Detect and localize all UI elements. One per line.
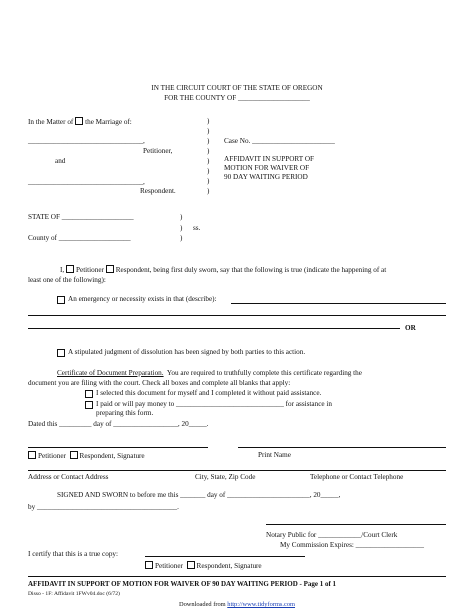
- matter-line: [28, 117, 132, 127]
- download-notice: [0, 600, 474, 609]
- petitioner-label: Petitioner,: [143, 147, 173, 155]
- dated-line[interactable]: Dated this _________ day of __________________, 20_____.: [28, 420, 209, 428]
- footer-title: AFFIDAVIT IN SUPPORT OF MOTION FOR WAIVER OF 90 DAY WAITING PERIOD - Page 1 of 1: [28, 580, 337, 588]
- cert-respondent-checkbox[interactable]: [187, 561, 195, 569]
- download-label: Downloaded from: [178, 601, 226, 608]
- certificate-text2: document you are filing with the court. Check all boxes and complete all blanks that apply:: [28, 379, 291, 387]
- cert-petitioner-checkbox[interactable]: [145, 561, 153, 569]
- state-of[interactable]: STATE OF ____________________: [28, 213, 134, 221]
- sig-respondent-label: Respondent, Signature: [79, 452, 145, 460]
- signature-line[interactable]: [28, 447, 208, 448]
- or-label: OR: [405, 324, 416, 332]
- telephone-label: Telephone or Contact Telephone: [310, 473, 404, 481]
- petitioner-blank[interactable]: ________________________________,: [28, 137, 145, 145]
- signed-sworn-line[interactable]: SIGNED AND SWORN to before me this _______ day of _______________________, 20_____,: [57, 491, 341, 499]
- paren: ): [207, 127, 210, 135]
- commission-expires-label[interactable]: My Commission Expires: ___________________: [280, 541, 424, 549]
- city-label: City, State, Zip Code: [195, 473, 256, 481]
- paren: ): [207, 117, 210, 125]
- emergency-line[interactable]: [28, 328, 400, 329]
- address-line[interactable]: [28, 470, 446, 471]
- respondent-blank[interactable]: ________________________________,: [28, 178, 145, 186]
- sig-respondent-checkbox[interactable]: [70, 451, 78, 459]
- sworn-petitioner-label: Petitioner: [76, 266, 104, 274]
- matter-label: In the Matter of: [28, 118, 74, 126]
- self-prepared-label: I selected this document for myself and I completed it without paid assistance.: [96, 389, 322, 397]
- download-link[interactable]: http://www.tidyforms.com: [227, 601, 296, 608]
- paren: ): [207, 177, 210, 185]
- petitioner-checkbox[interactable]: [66, 265, 74, 273]
- notary-public-label[interactable]: Notary Public for ____________/Court Clerk: [266, 531, 398, 539]
- respondent-checkbox[interactable]: [106, 265, 114, 273]
- paren: ): [207, 187, 210, 195]
- paid-assistance-checkbox[interactable]: [85, 401, 93, 409]
- case-number[interactable]: Case No. _______________________: [224, 137, 335, 145]
- paren: ): [207, 147, 210, 155]
- sworn-line2: least one of the following):: [28, 276, 106, 284]
- document-title-line2: MOTION FOR WAIVER OF: [224, 164, 310, 172]
- paren: ): [207, 157, 210, 165]
- paren: ): [180, 224, 183, 232]
- marriage-label: the Marriage of:: [85, 118, 132, 126]
- emergency-checkbox[interactable]: [57, 296, 65, 304]
- emergency-line[interactable]: [28, 315, 446, 316]
- document-title-line1: AFFIDAVIT IN SUPPORT OF: [224, 155, 315, 163]
- paren: ): [207, 137, 210, 145]
- paid-assistance-label2: preparing this form.: [96, 409, 154, 417]
- certify-signature-label: [145, 561, 262, 571]
- court-title: IN THE CIRCUIT COURT OF THE STATE OF OREGON: [151, 84, 323, 92]
- by-line[interactable]: by _______________________________________.: [28, 503, 179, 511]
- paren: ): [207, 167, 210, 175]
- footer-divider: [28, 576, 446, 577]
- and-label: and: [55, 157, 66, 165]
- signature-label: [28, 451, 145, 461]
- print-name-label: Print Name: [258, 451, 291, 459]
- certificate-text: [57, 369, 362, 378]
- sig-petitioner-label: Petitioner: [38, 452, 66, 460]
- notary-signature-line[interactable]: [266, 524, 446, 525]
- sig-petitioner-checkbox[interactable]: [28, 451, 36, 459]
- emergency-label: An emergency or necessity exists in that (describe):: [68, 295, 217, 303]
- ss-label: ss.: [193, 224, 201, 232]
- emergency-blank[interactable]: [231, 303, 446, 304]
- paren: ): [180, 213, 183, 221]
- sworn-statement: [60, 265, 386, 275]
- paren: ): [180, 234, 183, 242]
- print-name-line[interactable]: [238, 447, 446, 448]
- sworn-rest: Respondent, being first duly sworn, say that the following is true (indicate the happening of at: [115, 266, 387, 274]
- certify-label: I certify that this is a true copy:: [28, 550, 119, 558]
- certificate-text1: You are required to truthfully complete this certificate regarding the: [166, 369, 362, 377]
- certificate-heading: Certificate of Document Preparation.: [57, 369, 164, 377]
- cert-respondent-label: Respondent, Signature: [196, 562, 262, 570]
- county-of[interactable]: County of ____________________: [28, 234, 131, 242]
- stipulated-checkbox[interactable]: [57, 349, 65, 357]
- paid-assistance-label: I paid or will pay money to ______________________________ for assistance in: [96, 400, 332, 408]
- stipulated-label: A stipulated judgment of dissolution has been signed by both parties to this action.: [68, 348, 306, 356]
- footer-docid: Disso - 1F: Affidavit 1FWv04.doc (6/72): [28, 591, 120, 597]
- self-prepared-checkbox[interactable]: [85, 390, 93, 398]
- address-label: Address or Contact Address: [28, 473, 109, 481]
- marriage-checkbox[interactable]: [75, 117, 83, 125]
- respondent-label: Respondent.: [140, 187, 176, 195]
- cert-petitioner-label: Petitioner: [155, 562, 183, 570]
- certify-signature-line[interactable]: [145, 556, 305, 557]
- document-title-line3: 90 DAY WAITING PERIOD: [224, 173, 308, 181]
- sworn-prefix: I,: [60, 266, 65, 274]
- county-line: FOR THE COUNTY OF ____________________: [164, 94, 310, 102]
